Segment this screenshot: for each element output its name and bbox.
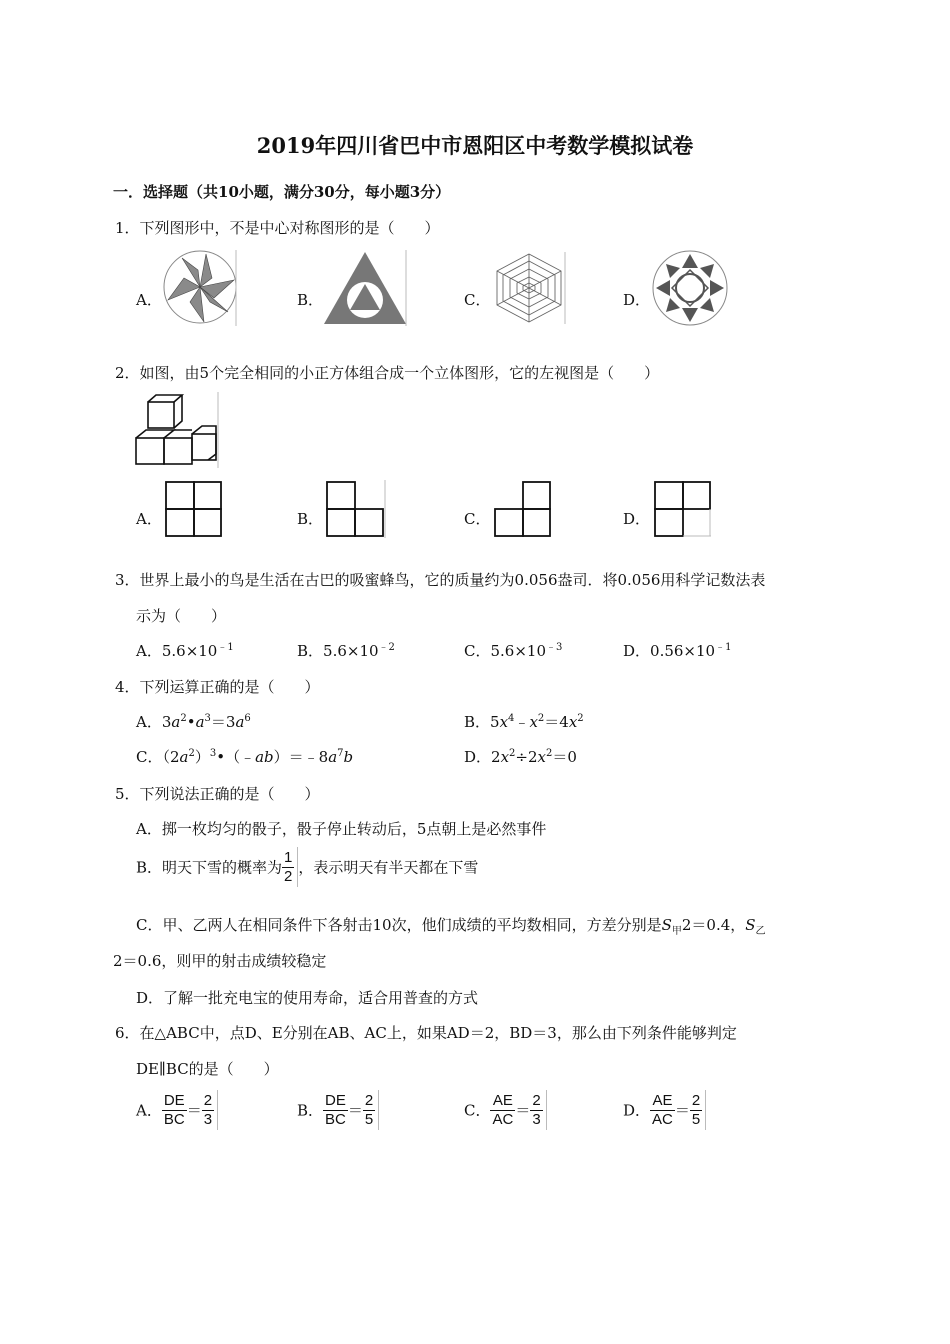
question-4-stem: 4．下列运算正确的是（ ） (115, 678, 320, 696)
q4-option-c: C．$(2a^2)^3•(﹣ab)=﹣8a^7b$ (136, 748, 354, 766)
question-2-stem: 2．如图，由5个完全相同的小正方体组合成一个立体图形，它的左视图是（ ） (115, 364, 660, 382)
section-heading: 一．选择题（共10小题，满分30分，每小题3分） (113, 183, 451, 201)
q1-figure-b-triangle-icon (322, 250, 408, 326)
question-5-stem: 5．下列说法正确的是（ ） (115, 785, 320, 803)
q2-option-a-label: A． (136, 510, 162, 528)
question-3-stem-line2: 示为（ ） (136, 607, 227, 625)
q5-option-d: D．了解一批充电宝的使用寿命，适合用普查的方式 (136, 989, 479, 1007)
q5-option-a: A．掷一枚均匀的骰子，骰子停止转动后，5点朝上是必然事件 (136, 820, 547, 838)
q4-option-d: D．$2x^2\div 2x^2=0$ (464, 748, 577, 766)
q3-option-b: B．$5.6\times 10^{﹣2}$ (297, 642, 395, 660)
q5-option-c-line1: C．甲、乙两人在相同条件下各射击10次，他们成绩的平均数相同，方差分别是$S_甲2=0.4$，$S_乙$ (136, 916, 766, 937)
q6-option-a: A． $\frac{DE}{BC}$ ＝ $\frac{2}{3}$ (136, 1090, 218, 1130)
q4-option-b: B．$5x^4﹣x^2=4x^2$ (464, 713, 584, 731)
q6-option-c: C． $\frac{AE}{AC}$ ＝ $\frac{2}{3}$ (464, 1090, 547, 1130)
q2-view-a-icon (164, 480, 224, 538)
q6-option-b: B． $\frac{DE}{BC}$ ＝ $\frac{2}{5}$ (297, 1090, 379, 1130)
question-1-stem: 1．下列图形中，不是中心对称图形的是（ ） (115, 219, 440, 237)
question-6-stem-line2: DE∥BC的是（ ） (136, 1060, 279, 1078)
q1-figure-d-octagram-icon (650, 248, 730, 328)
q1-option-a-label: A． (136, 291, 162, 309)
q5-fraction-one-half: $\frac{1}{2}$ (284, 848, 293, 885)
q2-option-b-label: B． (297, 510, 324, 528)
q4-option-a: A．$3a^2•a^3=3a^6$ (136, 713, 251, 731)
q1-figure-c-hexagon-web-icon (492, 252, 572, 324)
q2-option-d-label: D． (623, 510, 651, 528)
q2-view-b-icon (325, 480, 387, 538)
q6-option-d: D． $\frac{AE}{AC}$ ＝ $\frac{2}{5}$ (623, 1090, 706, 1130)
q1-option-c-label: C． (464, 291, 491, 309)
q1-option-d-label: D． (623, 291, 651, 309)
page-title: 2019年四川省巴中市恩阳区中考数学模拟试卷 (256, 133, 694, 158)
q3-option-d: D．$0.56\times 10^{﹣1}$ (623, 642, 732, 660)
question-6-stem-line1: 6．在△ABC中，点D、E分别在AB、AC上，如果AD＝2，BD＝3，那么由下列条件能够判定 (115, 1024, 737, 1042)
q1-option-b-label: B． (297, 291, 324, 309)
q5-option-b: B．明天下雪的概率为 $\frac{1}{2}$ ，表示明天有半天都在下雪 (136, 847, 478, 887)
q2-option-c-label: C． (464, 510, 491, 528)
q5-option-c-line2: 2＝0.6，则甲的射击成绩较稳定 (113, 952, 327, 970)
q3-option-c: C．$5.6\times 10^{﹣3}$ (464, 642, 563, 660)
q1-figure-a-star-icon (162, 250, 242, 326)
q3-option-a: A．$5.6\times 10^{﹣1}$ (136, 642, 234, 660)
q2-view-c-icon (493, 480, 553, 538)
q2-view-d-icon (653, 480, 713, 538)
question-3-stem-line1: 3．世界上最小的鸟是生活在古巴的吸蜜蜂鸟，它的质量约为0.056盎司．将0.056用科学记数法表 (115, 571, 766, 589)
q2-cube-stack-figure (134, 392, 224, 468)
